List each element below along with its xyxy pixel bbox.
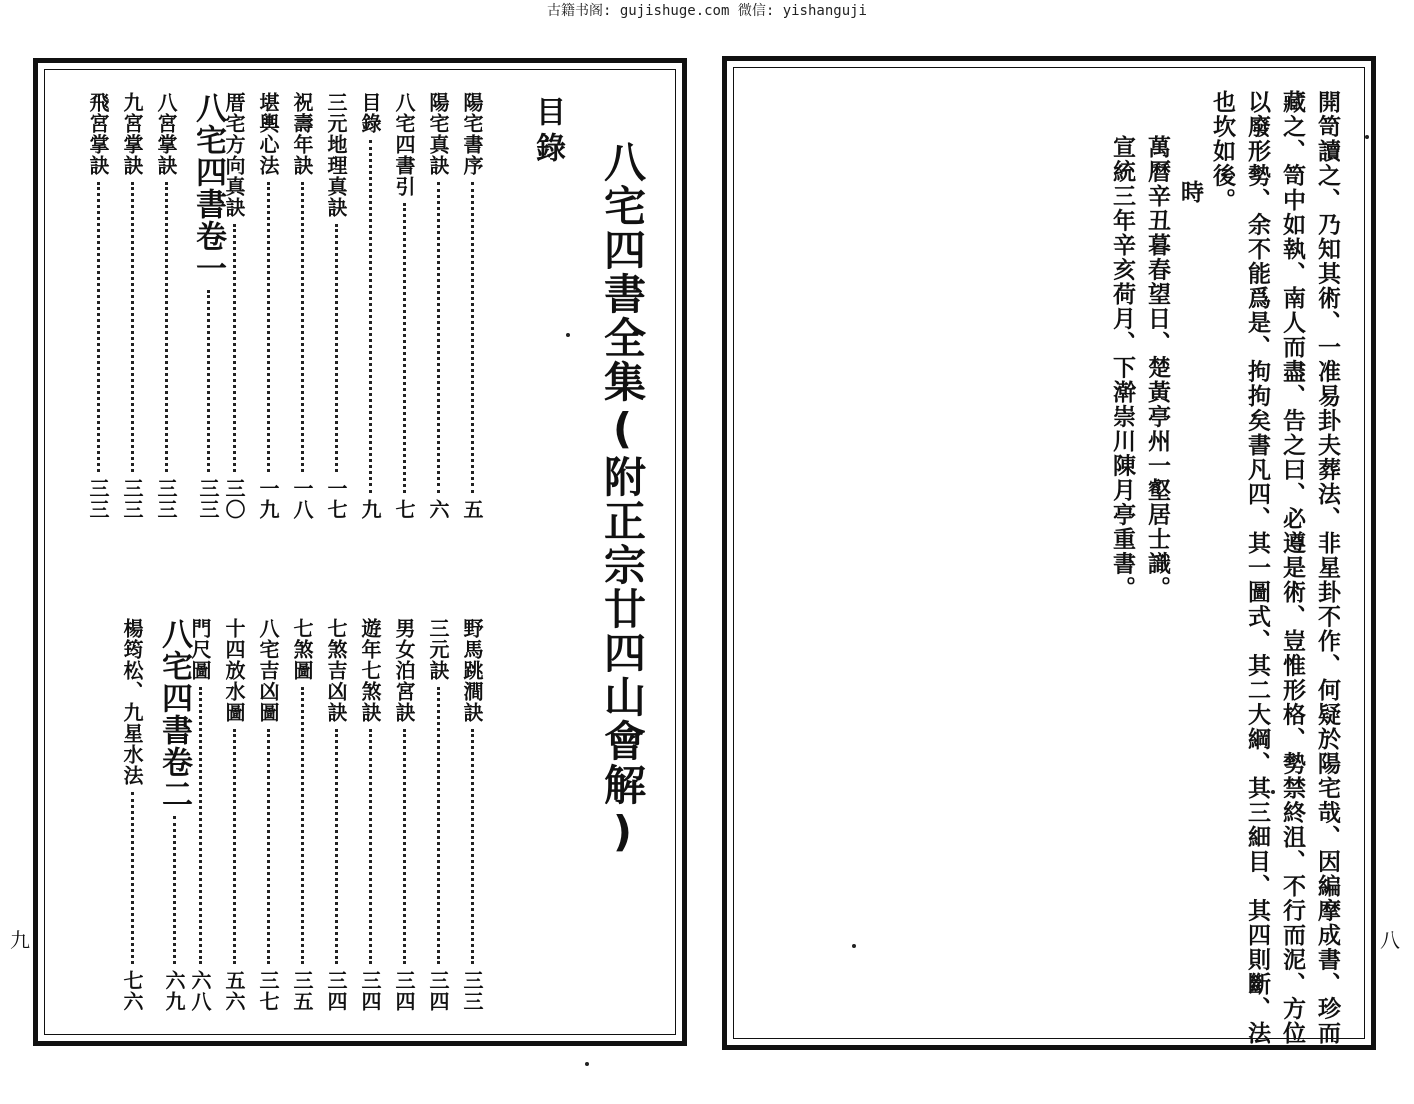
toc-entry — [154, 92, 178, 520]
toc-leader-dots — [131, 792, 134, 964]
toc-entry-label: 門尺圖 — [188, 618, 212, 681]
toc-entry-page: 九 — [358, 499, 382, 520]
toc-entry-label: 野馬跳澗訣 — [460, 618, 484, 723]
right-page-number: 八 — [1380, 928, 1400, 952]
toc-entry — [358, 618, 382, 1012]
toc-entry-label: 三元訣 — [426, 618, 450, 681]
toc-entry — [358, 92, 382, 520]
toc-leader-dots — [199, 687, 202, 964]
scan-speck — [1365, 135, 1369, 139]
toc-entry-label: 陽宅書序 — [460, 92, 484, 176]
toc-entry-label: 八宅四書卷二 — [156, 618, 192, 810]
toc-entry-page: 七六 — [120, 970, 144, 1012]
toc-entry-page: 五 — [460, 499, 484, 520]
toc-entry — [120, 92, 144, 520]
preface-column-3: 以廢形勢、余不能爲是、拘拘矣書凡四、其一圖式、其二大綱、其三細目、其四則斷、法 — [1244, 90, 1270, 1046]
left-page-number: 九 — [10, 928, 30, 952]
toc-entry-page: 三〇 — [222, 478, 246, 520]
toc-entry-page: 三三 — [120, 478, 144, 520]
toc-entry-label: 堪輿心法 — [256, 92, 280, 176]
preface-column-4: 也坎如後。 — [1209, 90, 1235, 213]
toc-entry-label: 陽宅真訣 — [426, 92, 450, 176]
toc-entry-page: 一九 — [256, 478, 280, 520]
toc-entry — [426, 618, 450, 1012]
toc-leader-dots — [301, 182, 304, 472]
toc-entry — [392, 92, 416, 520]
toc-entry-label: 楊筠松、九星水法 — [120, 618, 144, 786]
toc-entry — [460, 618, 484, 1012]
toc-entry — [86, 92, 110, 520]
toc-entry — [256, 92, 280, 520]
toc-entry — [324, 618, 348, 1012]
signature-line-1: 萬曆辛丑暮春望日、楚黃亭州一壑居士識。 — [1144, 135, 1170, 601]
signature-line-2: 宣統三年辛亥荷月、下澣崇川陳月亭重書。 — [1109, 135, 1135, 601]
toc-entry-page: 三四 — [324, 970, 348, 1012]
toc-entry-page: 六 — [426, 499, 450, 520]
scan-speck — [1271, 790, 1275, 794]
toc-entry-page: 三七 — [256, 970, 280, 1012]
toc-entry-label: 三元地理真訣 — [324, 92, 348, 218]
toc-entry-page: 六九 — [162, 970, 186, 1012]
toc-leader-dots — [369, 140, 372, 493]
toc-entry-label: 飛宮掌訣 — [86, 92, 110, 176]
scan-speck — [585, 1062, 589, 1066]
toc-entry-label: 八宮掌訣 — [154, 92, 178, 176]
toc-entry-page: 五六 — [222, 970, 246, 1012]
toc-leader-dots — [471, 182, 474, 493]
watermark: 古籍书阁: gujishuge.com 微信: yishanguji — [546, 3, 867, 19]
toc-leader-dots — [173, 816, 176, 964]
toc-entry — [120, 618, 144, 1012]
scan-speck — [852, 944, 856, 948]
toc-entry-label: 九宮掌訣 — [120, 92, 144, 176]
toc-leader-dots — [207, 290, 210, 472]
toc-entry-page: 六八 — [188, 970, 212, 1012]
toc-heading: 目錄 — [530, 96, 565, 168]
preface-column-1: 開笥讀之、乃知其術、一准易卦夫葬法、非星卦不作、何疑於陽宅哉、因編摩成書、珍而 — [1314, 90, 1340, 1046]
toc-entry-page: 三三 — [154, 478, 178, 520]
scan-speck — [566, 333, 570, 337]
toc-entry — [460, 92, 484, 520]
book-title: 八宅四書全集(附正宗廿四山會解) — [598, 140, 647, 858]
toc-leader-dots — [403, 729, 406, 964]
toc-entry-label: 八宅吉凶圖 — [256, 618, 280, 723]
toc-entry — [324, 92, 348, 520]
toc-entry-page: 三三 — [460, 970, 484, 1012]
toc-leader-dots — [471, 729, 474, 964]
toc-entry — [222, 618, 246, 1012]
toc-leader-dots — [233, 224, 236, 472]
toc-entry-label: 目錄 — [358, 92, 382, 134]
toc-entry-label: 七煞圖 — [290, 618, 314, 681]
toc-entry-page: 三三 — [196, 478, 220, 520]
toc-leader-dots — [267, 729, 270, 964]
toc-entry-label: 七煞吉凶訣 — [324, 618, 348, 723]
toc-leader-dots — [403, 203, 406, 493]
toc-entry-label: 祝壽年訣 — [290, 92, 314, 176]
preface-column-2: 藏之、笥中如執、南人而盡、告之曰、必遵是術、豈惟形格、勢禁終沮、不行而泥、方位 — [1279, 90, 1305, 1046]
toc-entry — [290, 92, 314, 520]
toc-leader-dots — [97, 182, 100, 472]
toc-leader-dots — [437, 182, 440, 493]
toc-leader-dots — [369, 729, 372, 964]
toc-leader-dots — [335, 729, 338, 964]
toc-entry-label: 八宅四書引 — [392, 92, 416, 197]
toc-leader-dots — [335, 224, 338, 472]
toc-entry — [188, 92, 228, 520]
toc-entry-page: 三五 — [290, 970, 314, 1012]
toc-entry-label: 八宅四書卷一 — [190, 92, 226, 284]
toc-entry-page: 一八 — [290, 478, 314, 520]
toc-entry-label: 遊年七煞訣 — [358, 618, 382, 723]
toc-entry-page: 一七 — [324, 478, 348, 520]
toc-leader-dots — [165, 182, 168, 472]
toc-entry-page: 三三 — [86, 478, 110, 520]
toc-entry-page: 三四 — [358, 970, 382, 1012]
toc-entry-page: 三四 — [392, 970, 416, 1012]
toc-leader-dots — [267, 182, 270, 472]
toc-entry-label: 厝宅方向真訣 — [222, 92, 246, 218]
time-label: 時 — [1177, 180, 1203, 205]
toc-leader-dots — [233, 729, 236, 964]
toc-entry — [154, 618, 194, 1012]
toc-leader-dots — [131, 182, 134, 472]
toc-entry — [256, 618, 280, 1012]
toc-entry-page: 七 — [392, 499, 416, 520]
toc-leader-dots — [437, 687, 440, 964]
toc-entry — [426, 92, 450, 520]
toc-entry-label: 男女泊宮訣 — [392, 618, 416, 723]
toc-entry — [392, 618, 416, 1012]
toc-leader-dots — [301, 687, 304, 964]
toc-entry-label: 十四放水圖 — [222, 618, 246, 723]
toc-entry — [290, 618, 314, 1012]
toc-entry-page: 三四 — [426, 970, 450, 1012]
